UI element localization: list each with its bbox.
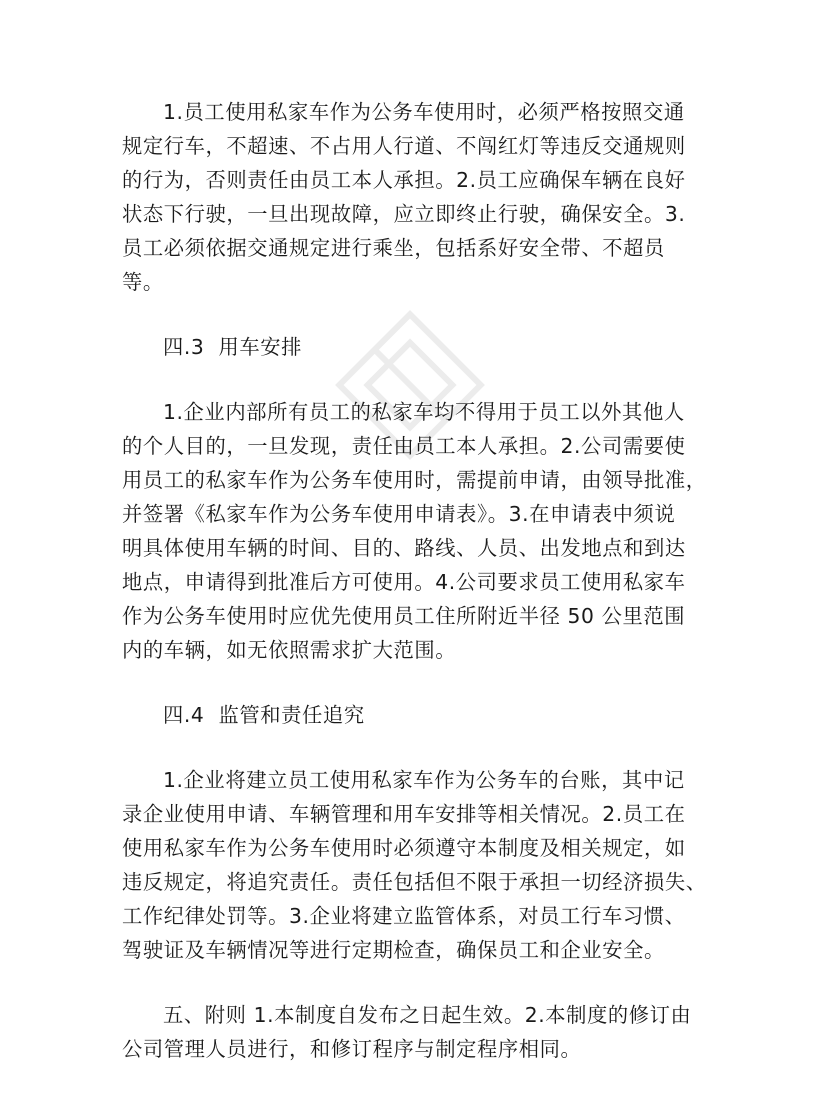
- text-line: 内的车辆，如无依照需求扩大范围。: [122, 638, 457, 662]
- text-line: 1.企业将建立员工使用私家车作为公务车的台账，其中记: [163, 768, 685, 792]
- text-line: 的行为，否则责任由员工本人承担。2.员工应确保车辆在良好: [122, 168, 686, 192]
- text-line: 规定行车，不超速、不占用人行道、不闯红灯等违反交通规则: [122, 134, 686, 158]
- text-line: 工作纪律处罚等。3.企业将建立监管体系，对员工行车习惯、: [122, 904, 686, 928]
- text-line: 作为公务车使用时应优先使用员工住所附近半径 50 公里范围: [122, 604, 686, 628]
- text-line: 明具体使用车辆的时间、目的、路线、人员、出发地点和到达: [122, 536, 686, 560]
- paragraph-traffic-rules: [0, 95, 718, 299]
- text-line: 的个人目的，一旦发现，责任由员工本人承担。2.公司需要使: [122, 434, 686, 458]
- text-line: 状态下行驶，一旦出现故障，应立即终止行驶，确保安全。3.: [122, 202, 686, 226]
- text-line: 员工必须依据交通规定进行乘坐，包括系好安全带、不超员: [122, 236, 665, 260]
- section-heading-vehicle-arrangement: 四.3 用车安排: [163, 335, 303, 359]
- text-line: 违反规定，将追究责任。责任包括但不限于承担一切经济损失、: [122, 870, 707, 894]
- text-line: 1.企业内部所有员工的私家车均不得用于员工以外其他人: [163, 400, 685, 424]
- paragraph-supervision: [0, 763, 718, 967]
- text-line: 使用私家车作为公务车使用时必须遵守本制度及相关规定，如: [122, 836, 686, 860]
- section-heading-supervision: 四.4 监管和责任追究: [163, 703, 365, 727]
- text-line: 公司管理人员进行，和修订程序与制定程序相同。: [122, 1037, 582, 1061]
- text-line: 并签署《私家车作为公务车使用申请表》。3.在申请表中须说: [122, 502, 676, 526]
- paragraph-supplementary-provisions: [0, 998, 718, 1066]
- text-line: 用员工的私家车作为公务车使用时，需提前申请，由领导批准，: [122, 468, 707, 492]
- text-line: 录企业使用申请、车辆管理和用车安排等相关情况。2.员工在: [122, 802, 686, 826]
- document-body: [0, 95, 830, 1097]
- text-line: 等。: [122, 270, 164, 294]
- text-line: 地点，申请得到批准后方可使用。4.公司要求员工使用私家车: [122, 570, 686, 594]
- text-line: 驾驶证及车辆情况等进行定期检查，确保员工和企业安全。: [122, 938, 665, 962]
- text-line: 五、附则 1.本制度自发布之日起生效。2.本制度的修订由: [163, 1003, 692, 1027]
- text-line: 1.员工使用私家车作为公务车使用时，必须严格按照交通: [163, 100, 685, 124]
- paragraph-vehicle-arrangement: [0, 395, 718, 667]
